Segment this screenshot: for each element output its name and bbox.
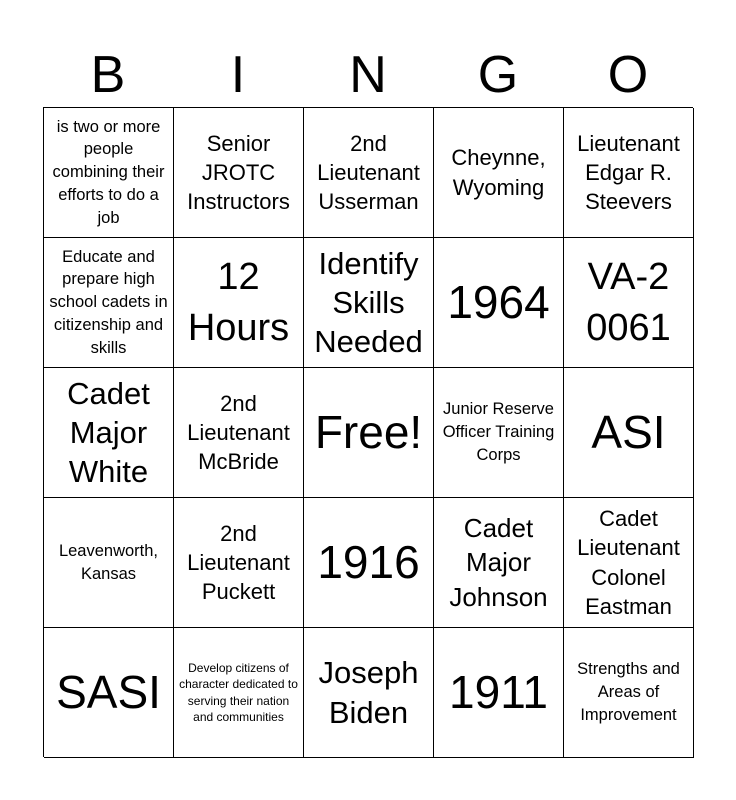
cell-text: SASI — [56, 666, 161, 719]
header-letter-i: I — [230, 46, 246, 104]
bingo-cell-r5-c2[interactable] — [174, 628, 304, 758]
bingo-cell-r2-c2[interactable] — [174, 238, 304, 368]
bingo-cell-r4-c2[interactable] — [174, 498, 304, 628]
bingo-cell-r5-c1[interactable] — [44, 628, 174, 758]
bingo-cell-r1-c2[interactable] — [174, 108, 304, 238]
cell-text: ASI — [591, 406, 666, 459]
cell-text: 1916 — [317, 536, 420, 589]
cell-text: 1964 — [447, 276, 550, 329]
cell-text: Junior Reserve Officer Training Corps — [442, 400, 555, 464]
cell-text: is two or more people combining their efforts to do a job — [52, 117, 165, 227]
cell-text: Cadet Major Johnson — [449, 513, 548, 612]
cell-text: 2nd Lieutenant Puckett — [187, 520, 290, 605]
bingo-cell-r3-c3[interactable] — [304, 368, 434, 498]
bingo-cell-r2-c1[interactable] — [44, 238, 174, 368]
cell-text: 2nd Lieutenant McBride — [187, 390, 290, 475]
bingo-cell-r4-c5[interactable] — [564, 498, 694, 628]
cell-text: 1911 — [449, 666, 548, 719]
cell-text: Develop citizens of character dedicated to serving their nation and communities — [179, 661, 298, 724]
cell-text: Senior JROTC Instructors — [187, 130, 290, 215]
cell-text: Identify Skills Needed — [314, 245, 423, 360]
header-letter-b: B — [90, 46, 126, 104]
bingo-cell-r3-c1[interactable] — [44, 368, 174, 498]
bingo-cell-r3-c4[interactable] — [434, 368, 564, 498]
cell-text: Cadet Lieutenant Colonel Eastman — [577, 506, 680, 619]
bingo-cell-r1-c4[interactable] — [434, 108, 564, 238]
cell-text: 2nd Lieutenant Usserman — [317, 130, 420, 215]
bingo-cell-r1-c5[interactable] — [564, 108, 694, 238]
bingo-cell-r1-c1[interactable] — [44, 108, 174, 238]
cell-text: Cheynne, Wyoming — [451, 145, 546, 200]
cell-text: Cadet Major White — [67, 375, 150, 490]
bingo-cell-r2-c5[interactable] — [564, 238, 694, 368]
bingo-cell-r5-c5[interactable] — [564, 628, 694, 758]
cell-text: Joseph Biden — [318, 655, 419, 730]
header-letter-o: O — [607, 46, 649, 104]
cell-text: Educate and prepare high school cadets in citizenship and skills — [49, 247, 168, 357]
bingo-cell-r4-c4[interactable] — [434, 498, 564, 628]
cell-text: Lieutenant Edgar R. Steevers — [577, 130, 680, 215]
cell-text: 12 Hours — [187, 256, 290, 349]
cell-text: Strengths and Areas of Improvement — [577, 660, 680, 724]
bingo-cell-r5-c4[interactable] — [434, 628, 564, 758]
cell-text: Free! — [314, 406, 423, 459]
bingo-cell-r4-c3[interactable] — [304, 498, 434, 628]
bingo-cell-r5-c3[interactable] — [304, 628, 434, 758]
cell-text: Leavenworth, Kansas — [58, 541, 159, 583]
bingo-cell-r1-c3[interactable] — [304, 108, 434, 238]
bingo-cell-r2-c3[interactable] — [304, 238, 434, 368]
bingo-cell-r4-c1[interactable] — [44, 498, 174, 628]
bingo-header — [43, 42, 693, 108]
bingo-cell-r2-c4[interactable] — [434, 238, 564, 368]
bingo-cell-r3-c5[interactable] — [564, 368, 694, 498]
bingo-cell-r3-c2[interactable] — [174, 368, 304, 498]
cell-text: VA-20061 — [586, 256, 671, 349]
bingo-grid — [43, 107, 693, 757]
header-letter-n: N — [349, 46, 387, 104]
header-letter-g: G — [477, 46, 519, 104]
